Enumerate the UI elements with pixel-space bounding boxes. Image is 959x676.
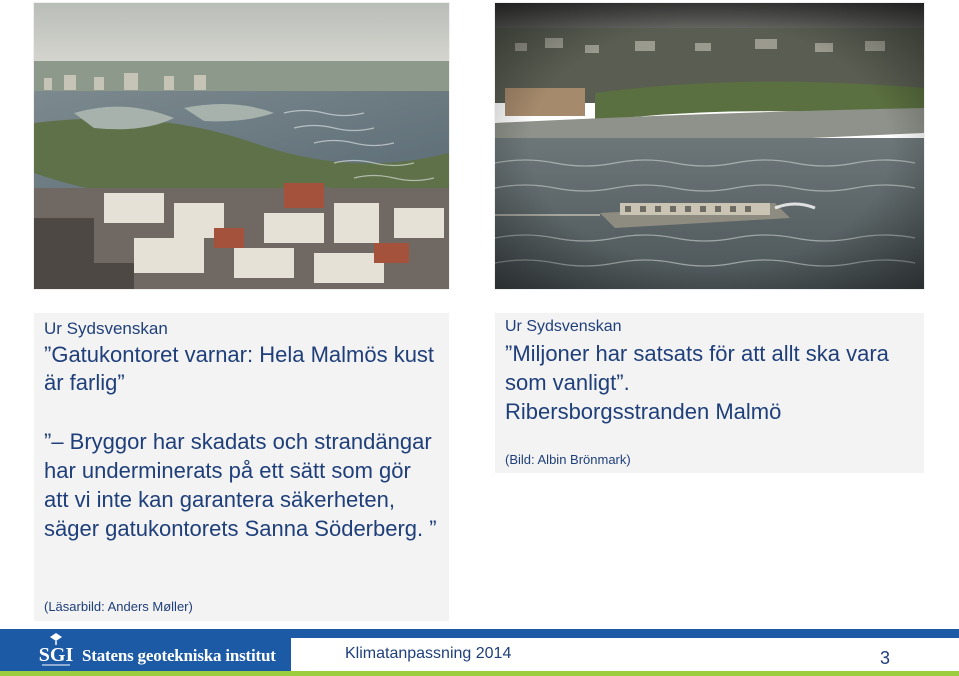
source-label: Ur Sydsvenskan <box>44 319 168 338</box>
place-label: Ribersborgsstranden Malmö <box>505 399 782 424</box>
footer-title: Klimatanpassning 2014 <box>345 645 512 662</box>
svg-text:SGI: SGI <box>38 644 74 666</box>
caption-right <box>495 313 924 473</box>
sgi-logo-icon <box>36 631 76 671</box>
photo-credit: (Läsarbild: Anders Møller) <box>44 599 193 614</box>
flooded-district-illustration <box>34 3 449 289</box>
photo-credit: (Bild: Albin Brönmark) <box>505 452 631 467</box>
footer-green-stripe <box>0 671 959 676</box>
source-label: Ur Sydsvenskan <box>505 318 622 335</box>
photo-stormy-beach <box>495 3 924 289</box>
headline-quote: ”Gatukontoret varnar: Hela Malmös kust är farlig” <box>44 342 435 395</box>
page-number: 3 <box>880 648 891 668</box>
headline-quote: ”Miljoner har satsats för att allt ska vara som vanligt”. <box>505 341 889 395</box>
caption-left <box>34 313 449 621</box>
stormy-beach-illustration <box>495 3 924 289</box>
photo-flooded-district <box>34 3 449 289</box>
organization-name: Statens geotekniska institut <box>82 646 276 665</box>
statement-quote: ”– Bryggor har skadats och strandängar har underminerats på ett sätt som gör att vi inte kan garantera säkerheten, säger gatukontorets Sanna Söderberg. ” <box>44 429 437 541</box>
